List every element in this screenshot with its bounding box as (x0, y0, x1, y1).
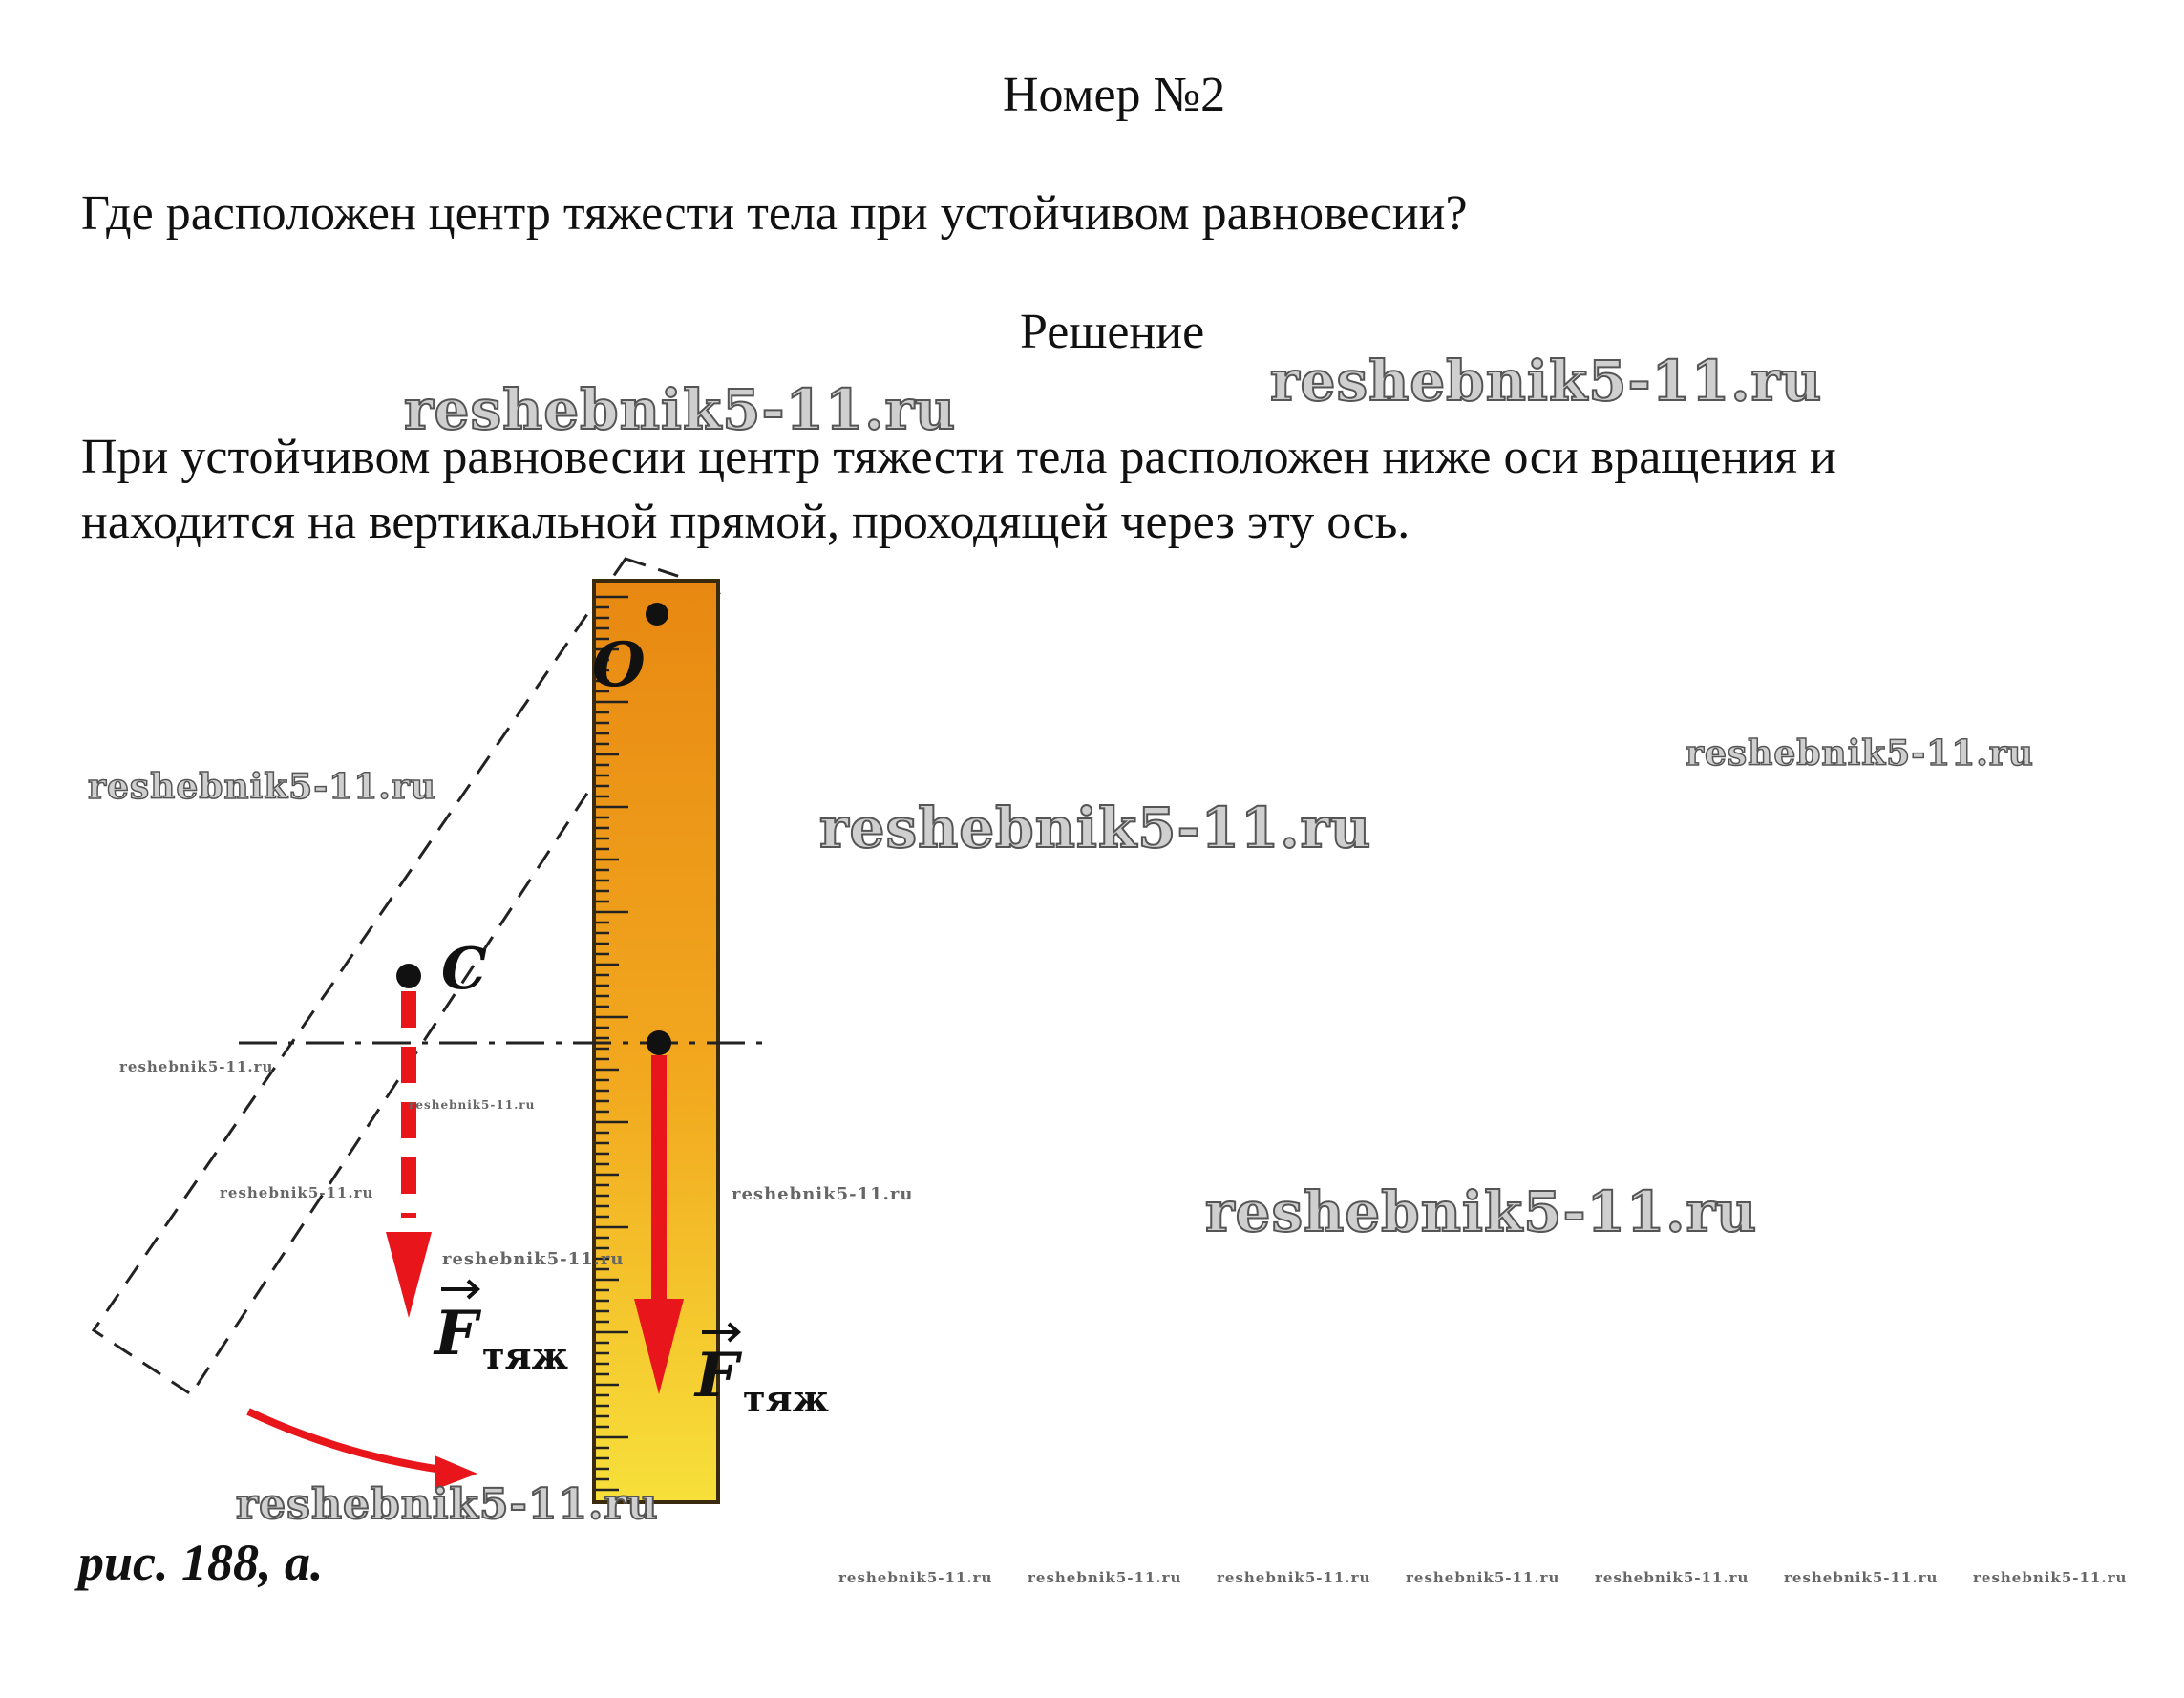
rotation-arrow (248, 1411, 449, 1471)
solution-line-1: При устойчивом равновесии центр тяжести тела расположен ниже оси вращения и (81, 430, 1836, 484)
watermark-text: reshebnik5-11.ru (1595, 1569, 1749, 1586)
watermark-text: reshebnik5-11.ru (732, 1184, 914, 1204)
force-label-right-subscript: тяж (743, 1377, 829, 1420)
watermark-text: reshebnik5-11.ru (1406, 1569, 1560, 1586)
solution-line-2: находится на вертикальной прямой, проходящей через эту ось. (81, 495, 1410, 549)
point-o-dot (646, 603, 668, 626)
watermark-text: reshebnik5-11.ru (1205, 1179, 1758, 1244)
force-label-right-symbol: F (695, 1340, 739, 1411)
number-title: Номер №2 (1003, 68, 1226, 122)
watermark-text: reshebnik5-11.ru (1973, 1569, 2128, 1586)
solution-label: Решение (1020, 305, 1205, 359)
watermark-text: reshebnik5-11.ru (1686, 733, 2034, 774)
watermark-text: reshebnik5-11.ru (119, 1058, 274, 1075)
watermark-text: reshebnik5-11.ru (1217, 1569, 1371, 1586)
watermark-text: reshebnik5-11.ru (838, 1569, 993, 1586)
watermark-text: reshebnik5-11.ru (236, 1480, 659, 1529)
watermark-text: reshebnik5-11.ru (442, 1249, 625, 1269)
watermark-text: reshebnik5-11.ru (404, 377, 957, 442)
dashed-gravity-arrow-head (386, 1232, 432, 1318)
center-of-gravity-dot (647, 1030, 671, 1055)
watermark-text: reshebnik5-11.ru (819, 796, 1372, 860)
force-label-left-subscript: тяж (482, 1334, 568, 1377)
watermark-text: reshebnik5-11.ru (1784, 1569, 1939, 1586)
watermark-text: reshebnik5-11.ru (1028, 1569, 1182, 1586)
point-c-label: C (441, 936, 487, 1003)
point-c-dot (396, 964, 421, 988)
watermark-text: reshebnik5-11.ru (220, 1184, 374, 1201)
point-o-label: O (592, 629, 646, 701)
watermark-text: reshebnik5-11.ru (409, 1098, 536, 1112)
watermark-text: reshebnik5-11.ru (1270, 349, 1823, 414)
force-vector-mark-left (441, 1281, 477, 1298)
question-text: Где расположен центр тяжести тела при устойчивом равновесии? (81, 186, 1468, 241)
watermark-text: reshebnik5-11.ru (88, 767, 436, 807)
figure-caption: рис. 188, а. (78, 1534, 324, 1591)
force-label-left-symbol: F (435, 1298, 478, 1369)
